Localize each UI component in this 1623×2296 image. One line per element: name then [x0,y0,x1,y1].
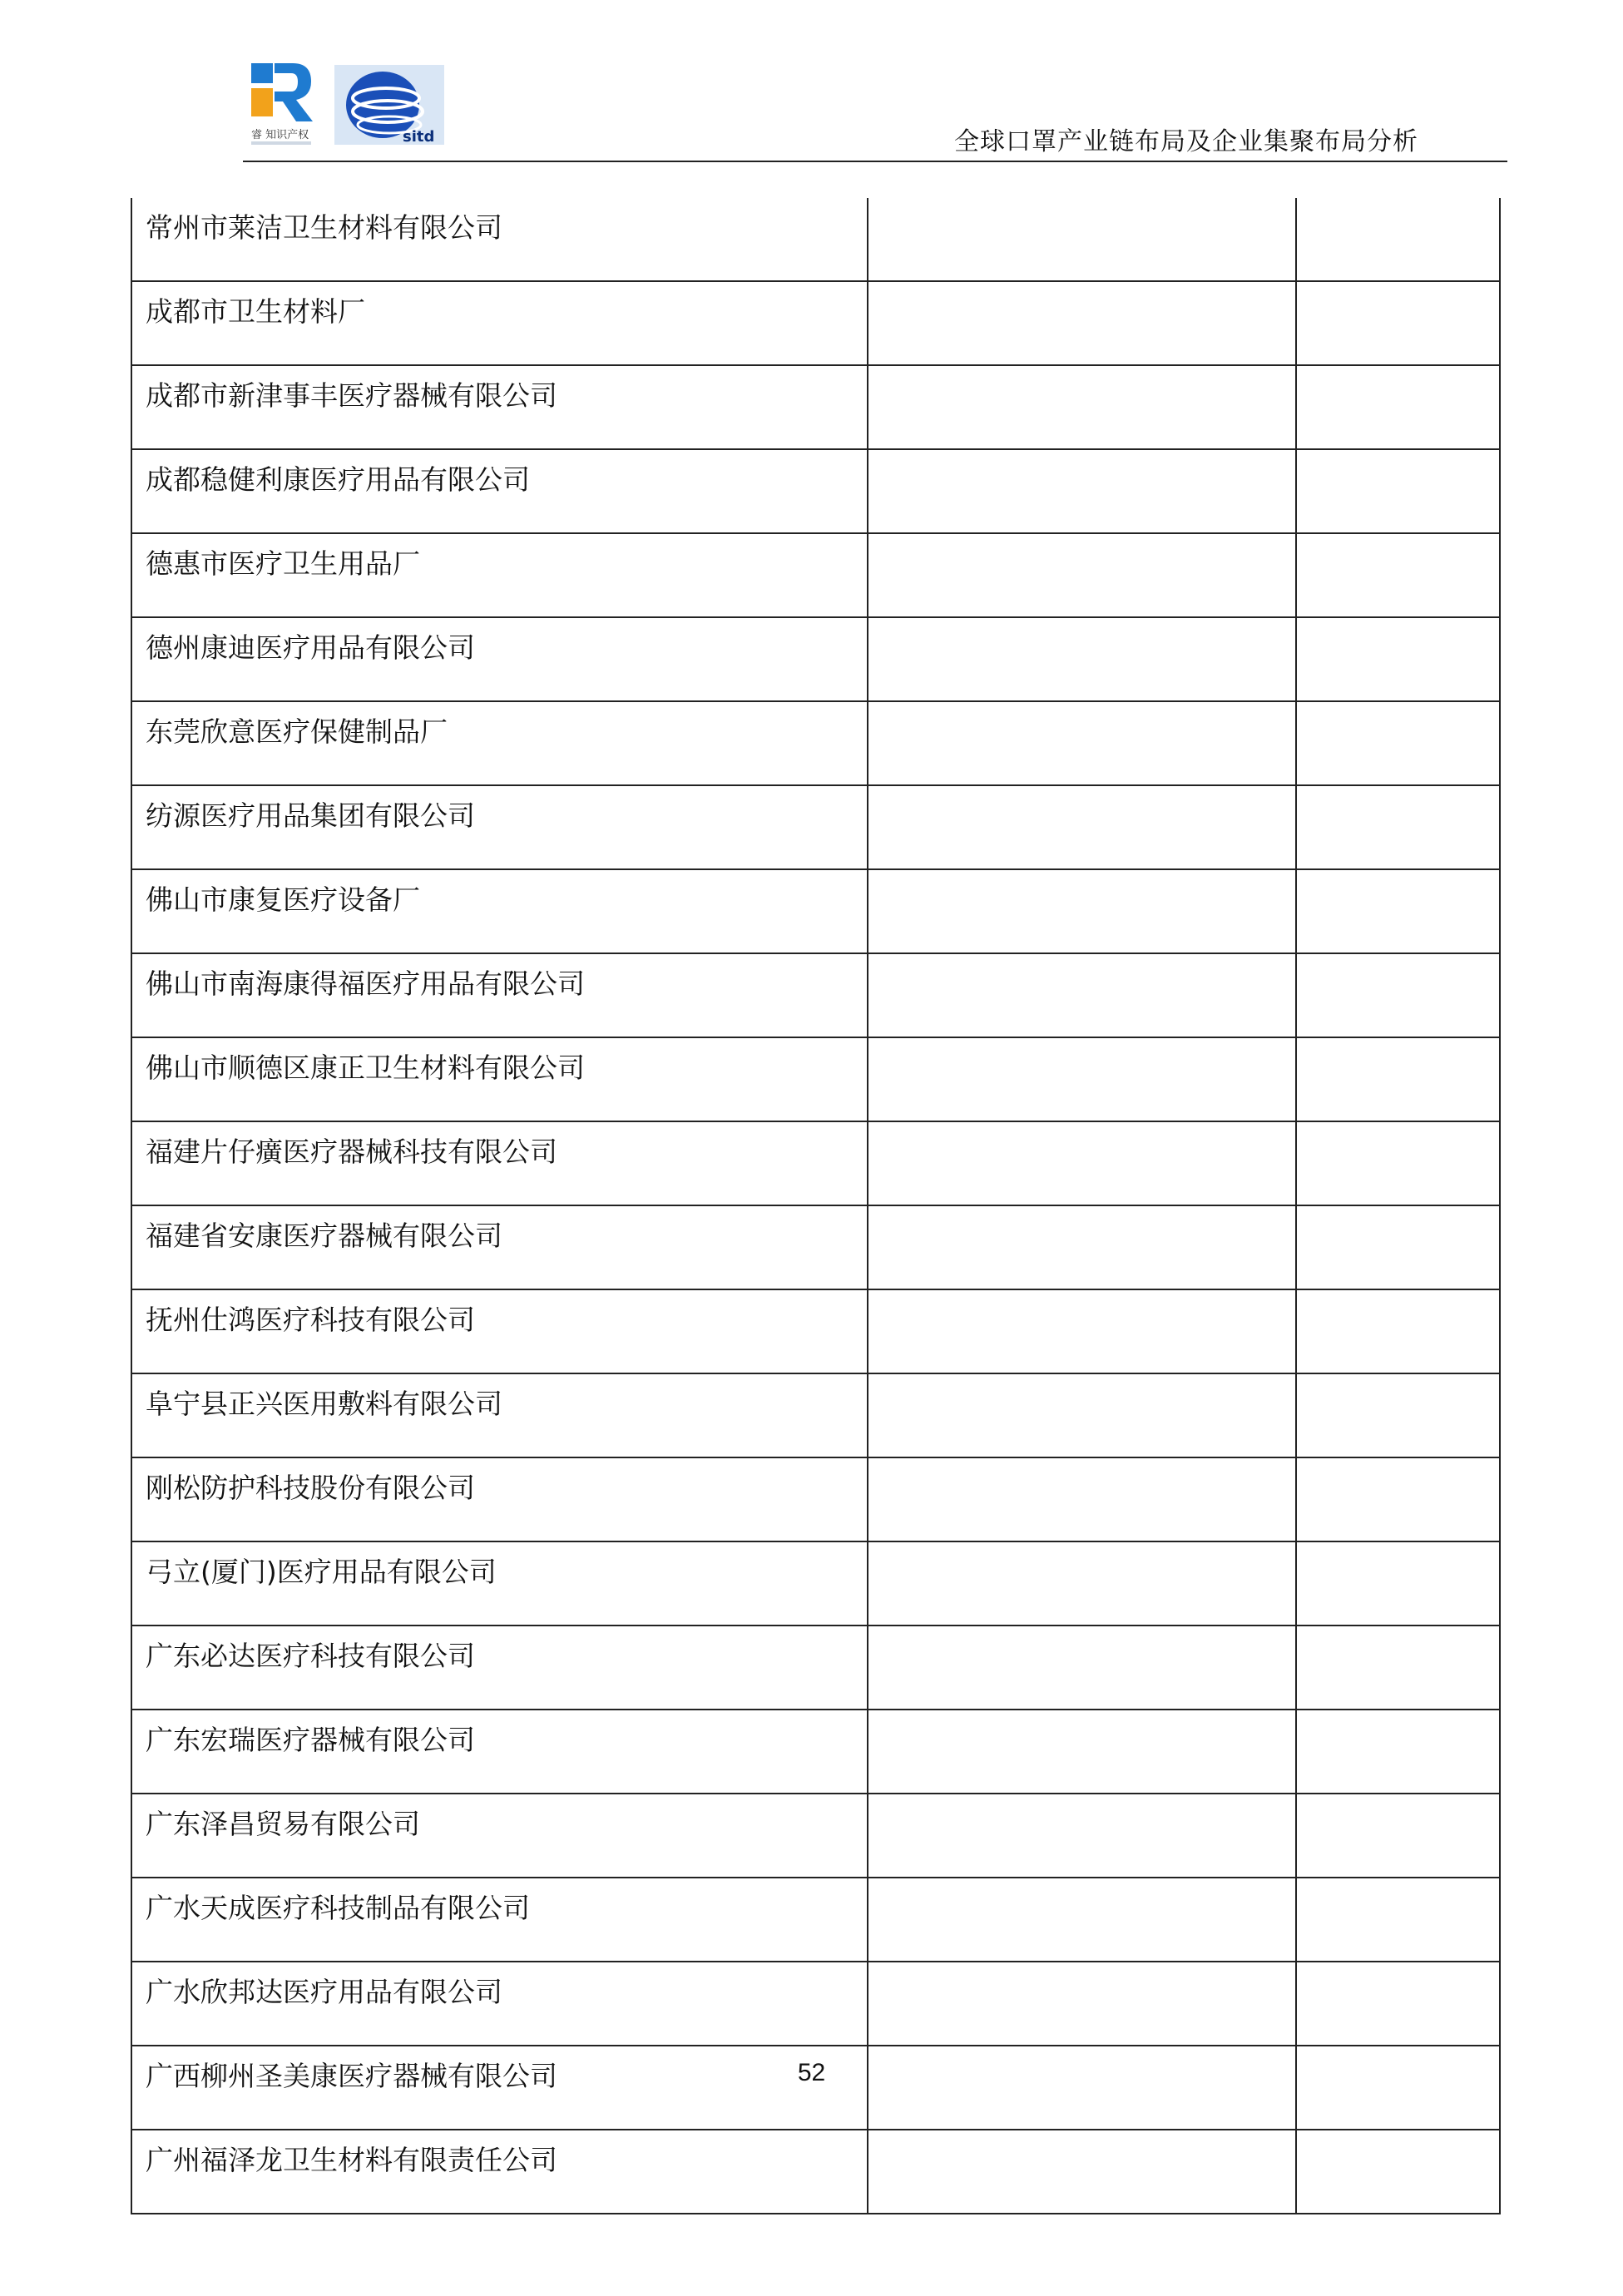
empty-cell-col2 [868,449,1296,533]
table-row [131,701,1500,785]
empty-cell-col3 [1296,533,1500,617]
table-row [131,1710,1500,1794]
table-row [131,617,1500,701]
empty-cell-col2 [868,785,1296,869]
rui-ip-logo [250,58,316,150]
company-name-cell: 佛山市顺德区康正卫生材料有限公司 [131,1037,868,1121]
table-row [131,198,1500,281]
empty-cell-col2 [868,1541,1296,1626]
empty-cell-col3 [1296,449,1500,533]
company-name-cell: 常州市莱洁卫生材料有限公司 [131,198,868,281]
empty-cell-col2 [868,1878,1296,1962]
table-row [131,449,1500,533]
company-name-cell: 东莞欣意医疗保健制品厂 [131,701,868,785]
empty-cell-col3 [1296,953,1500,1037]
company-name-cell: 广水欣邦达医疗用品有限公司 [131,1962,868,2046]
empty-cell-col3 [1296,701,1500,785]
table-row [131,1878,1500,1962]
empty-cell-col2 [868,1037,1296,1121]
company-name-cell: 广州福泽龙卫生材料有限责任公司 [131,2130,868,2214]
empty-cell-col3 [1296,1794,1500,1878]
table-row [131,1457,1500,1541]
empty-cell-col2 [868,2130,1296,2214]
table-row [131,533,1500,617]
table-row [131,1205,1500,1289]
company-name-cell: 弓立(厦门)医疗用品有限公司 [131,1541,868,1626]
company-name-cell: 刚松防护科技股份有限公司 [131,1457,868,1541]
company-name-cell: 成都稳健利康医疗用品有限公司 [131,449,868,533]
page-number: 52 [797,2059,826,2086]
table-row [131,365,1500,449]
empty-cell-col2 [868,617,1296,701]
table-row [131,1541,1500,1626]
table-row [131,953,1500,1037]
company-name-cell: 德州康迪医疗用品有限公司 [131,617,868,701]
table-row [131,281,1500,365]
empty-cell-col3 [1296,365,1500,449]
table-row [131,1626,1500,1710]
table-row [131,1373,1500,1457]
empty-cell-col2 [868,198,1296,281]
company-name-cell: 成都市新津事丰医疗器械有限公司 [131,365,868,449]
company-name-cell: 佛山市康复医疗设备厂 [131,869,868,953]
empty-cell-col3 [1296,198,1500,281]
company-name-cell: 佛山市南海康得福医疗用品有限公司 [131,953,868,1037]
empty-cell-col3 [1296,1037,1500,1121]
table-row [131,2130,1500,2214]
empty-cell-col3 [1296,2130,1500,2214]
empty-cell-col2 [868,869,1296,953]
company-name-cell: 成都市卫生材料厂 [131,281,868,365]
empty-cell-col3 [1296,1878,1500,1962]
empty-cell-col2 [868,1457,1296,1541]
svg-text:sitd: sitd [403,128,435,145]
header-divider [243,161,1507,162]
company-name-cell: 广东必达医疗科技有限公司 [131,1626,868,1710]
empty-cell-col2 [868,701,1296,785]
empty-cell-col3 [1296,1962,1500,2046]
empty-cell-col2 [868,953,1296,1037]
empty-cell-col2 [868,1794,1296,1878]
company-name-cell: 纺源医疗用品集团有限公司 [131,785,868,869]
empty-cell-col3 [1296,281,1500,365]
table-row [131,869,1500,953]
table-row [131,1037,1500,1121]
table-row [131,1794,1500,1878]
table-row [131,1962,1500,2046]
empty-cell-col2 [868,1710,1296,1794]
empty-cell-col3 [1296,1626,1500,1710]
company-name-cell: 广东泽昌贸易有限公司 [131,1794,868,1878]
company-table [131,198,1499,2214]
empty-cell-col3 [1296,785,1500,869]
document-title: 全球口罩产业链布局及企业集聚布局分析 [954,127,1418,156]
empty-cell-col2 [868,533,1296,617]
table-row [131,785,1500,869]
empty-cell-col2 [868,281,1296,365]
company-name-cell: 广水天成医疗科技制品有限公司 [131,1878,868,1962]
empty-cell-col2 [868,365,1296,449]
empty-cell-col3 [1296,1121,1500,1205]
empty-cell-col3 [1296,1710,1500,1794]
company-name-cell: 广西柳州圣美康医疗器械有限公司 [131,2046,868,2130]
company-name-cell: 德惠市医疗卫生用品厂 [131,533,868,617]
empty-cell-col2 [868,1289,1296,1373]
empty-cell-col3 [1296,1373,1500,1457]
svg-text:睿 知识产权: 睿 知识产权 [251,129,309,141]
company-name-cell: 抚州仕鸿医疗科技有限公司 [131,1289,868,1373]
empty-cell-col2 [868,1626,1296,1710]
empty-cell-col3 [1296,1205,1500,1289]
company-name-cell: 阜宁县正兴医用敷料有限公司 [131,1373,868,1457]
empty-cell-col2 [868,1121,1296,1205]
empty-cell-col3 [1296,869,1500,953]
empty-cell-col2 [868,1962,1296,2046]
company-table-body [131,198,1500,2214]
empty-cell-col3 [1296,617,1500,701]
company-name-cell: 广东宏瑞医疗器械有限公司 [131,1710,868,1794]
empty-cell-col3 [1296,1457,1500,1541]
empty-cell-col2 [868,1373,1296,1457]
empty-cell-col3 [1296,1289,1500,1373]
company-name-cell: 福建片仔癀医疗器械科技有限公司 [131,1121,868,1205]
table-row [131,1289,1500,1373]
empty-cell-col3 [1296,1541,1500,1626]
sitd-logo [334,65,444,145]
company-name-cell: 福建省安康医疗器械有限公司 [131,1205,868,1289]
header-logos [250,58,449,150]
table-row [131,1121,1500,1205]
empty-cell-col2 [868,1205,1296,1289]
